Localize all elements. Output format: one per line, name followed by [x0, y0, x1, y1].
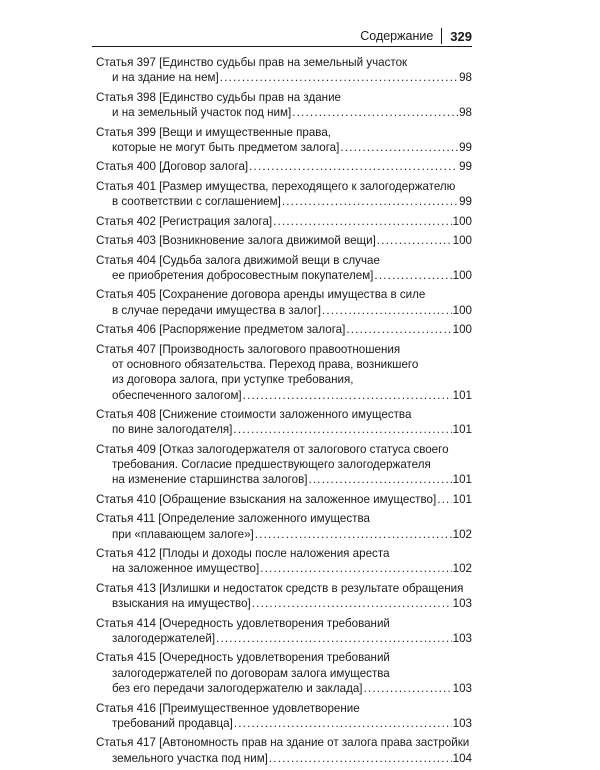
- toc-entry-last-line: [96, 105, 472, 120]
- toc-page-number: 101: [452, 473, 472, 487]
- toc-entry-text: на заложенное имущество]: [112, 562, 260, 576]
- dot-leader: [220, 70, 458, 85]
- toc-entry: [96, 287, 472, 318]
- toc-entry: [96, 179, 472, 210]
- header-rule: [92, 46, 472, 47]
- toc-entry-last-line: [96, 194, 472, 209]
- toc-entry-text: Статья 407 [Производность залогового правоотношения: [96, 342, 401, 356]
- toc-entry: [96, 735, 472, 766]
- toc-entry-last-line: [96, 751, 472, 766]
- toc-page-number: 103: [452, 631, 472, 645]
- toc-page-number: 103: [452, 597, 472, 611]
- toc-entry: [96, 125, 472, 156]
- toc-entry: [96, 253, 472, 284]
- toc-page-number: 100: [452, 268, 472, 282]
- dot-leader: [216, 631, 452, 646]
- toc-entry-text: из договора залога, при уступке требования,: [112, 373, 354, 387]
- dot-leader: [292, 105, 458, 120]
- dot-leader: [234, 716, 452, 731]
- toc-entry-text: Статья 403 [Возникновение залога движимой вещи]: [96, 234, 376, 248]
- toc-page-number: 98: [459, 106, 472, 120]
- toc-entry-text: Статья 414 [Очередность удовлетворения требований: [96, 616, 390, 630]
- toc-page-number: 99: [459, 140, 472, 154]
- toc-entry-text: и на здание на нем]: [112, 71, 219, 85]
- dot-leader: [273, 214, 452, 229]
- toc-entry: [96, 322, 472, 337]
- header-title: Содержание: [360, 29, 434, 43]
- toc-entry: [96, 701, 472, 732]
- toc-entry-last-line: [96, 631, 472, 646]
- toc-page-number: 98: [459, 71, 472, 85]
- toc-entry-text: Статья 404 [Судьба залога движимой вещи в случае: [96, 253, 380, 267]
- toc-entry-text: при «плавающем залоге»]: [112, 527, 254, 541]
- toc-entry-text: требований продавца]: [112, 716, 233, 730]
- toc-entry-last-line: [96, 527, 472, 542]
- toc-entry: [96, 581, 472, 612]
- dot-leader: [364, 681, 452, 696]
- toc-entry: [96, 407, 472, 438]
- toc-page-number: 101: [452, 423, 472, 437]
- toc-page-number: 102: [452, 527, 472, 541]
- toc-entry-last-line: [96, 214, 472, 229]
- toc-entry-text: Статья 406 [Распоряжение предметом залога]: [96, 323, 346, 337]
- toc-entry-text: взыскания на имущество]: [112, 597, 251, 611]
- dot-leader: [252, 596, 452, 611]
- toc-entry-text: в соответствии с соглашением]: [112, 195, 281, 209]
- toc-entry: [96, 546, 472, 577]
- toc-entry-text: ее приобретения добросовестным покупателем]: [112, 268, 374, 282]
- toc-entry-text: залогодержателей по договорам залога имущества: [112, 666, 390, 680]
- toc-entry-last-line: [96, 561, 472, 576]
- toc-entry-last-line: [96, 681, 472, 696]
- toc-entry-text: в случае передачи имущества в залог]: [112, 303, 321, 317]
- dot-leader: [308, 472, 451, 487]
- toc-entry-text: на изменение старшинства залогов]: [112, 473, 308, 487]
- toc-entry-last-line: [96, 472, 472, 487]
- toc-entry-text: без его передачи залогодержателю и заклада]: [112, 682, 363, 696]
- toc-entry: [96, 511, 472, 542]
- dot-leader: [340, 140, 458, 155]
- toc-entry-text: Статья 409 [Отказ залогодержателя от залогового статуса своего: [96, 442, 449, 456]
- dot-leader: [255, 527, 452, 542]
- dot-leader: [374, 268, 451, 283]
- toc-page-number: 100: [452, 234, 472, 248]
- toc-entry-last-line: [96, 492, 472, 507]
- toc-page-number: 100: [452, 323, 472, 337]
- toc-entry-text: и на земельный участок под ним]: [112, 106, 292, 120]
- toc-page-number: 101: [452, 492, 472, 506]
- toc-entry-text: Статья 402 [Регистрация залога]: [96, 214, 273, 228]
- dot-leader: [243, 388, 452, 403]
- dot-leader: [233, 422, 451, 437]
- toc-entry-text: которые не могут быть предметом залога]: [112, 140, 340, 154]
- toc-page-number: 99: [459, 160, 472, 174]
- toc-entry-text: Статья 398 [Единство судьбы прав на здание: [96, 90, 341, 104]
- toc-entry-text: по вине залогодателя]: [112, 423, 233, 437]
- toc-entry-last-line: [96, 70, 472, 85]
- toc-page-number: 104: [452, 751, 472, 765]
- toc-entry-last-line: [96, 422, 472, 437]
- toc-entry-text: Статья 397 [Единство судьбы прав на земельный участок: [96, 56, 408, 69]
- toc-entry: [96, 492, 472, 507]
- toc-entry: [96, 90, 472, 121]
- toc-entry: [96, 616, 472, 647]
- toc-entry: [96, 214, 472, 229]
- dot-leader: [346, 322, 451, 337]
- header-separator: [441, 28, 442, 44]
- toc-page-number: 103: [452, 682, 472, 696]
- dot-leader: [249, 159, 458, 174]
- dot-leader: [260, 561, 451, 576]
- toc-page-number: 102: [452, 562, 472, 576]
- toc-entry-text: Статья 408 [Снижение стоимости заложенного имущества: [96, 408, 412, 421]
- toc-entry-last-line: [96, 596, 472, 611]
- toc-entry-last-line: [96, 140, 472, 155]
- toc-entry-text: от основного обязательства. Переход права, возникшего: [112, 357, 419, 371]
- dot-leader: [437, 492, 451, 507]
- toc-entry-text: Статья 417 [Автономность прав на здание от залога права застройки: [96, 736, 470, 750]
- toc-entry-last-line: [96, 388, 472, 403]
- toc-entry-text: залогодержателей]: [112, 631, 216, 645]
- toc-entry-text: Статья 413 [Излишки и недостаток средств в результате обращения: [96, 581, 464, 595]
- toc-entry: [96, 159, 472, 174]
- toc-entry-last-line: [96, 322, 472, 337]
- toc-entry-text: обеспеченного залогом]: [112, 388, 242, 402]
- page-number: 329: [450, 28, 472, 44]
- toc-entry-text: Статья 399 [Вещи и имущественные права,: [96, 125, 331, 139]
- toc-entry: [96, 442, 472, 488]
- dot-leader: [282, 194, 458, 209]
- toc-entry: [96, 233, 472, 248]
- toc-entry-text: Статья 400 [Договор залога]: [96, 160, 249, 174]
- dot-leader: [377, 233, 452, 248]
- toc-entry-text: требования. Согласие предшествующего залогодержателя: [112, 458, 431, 472]
- toc-page-number: 99: [459, 195, 472, 209]
- toc-page-number: 101: [452, 388, 472, 402]
- toc-entry-text: Статья 412 [Плоды и доходы после наложения ареста: [96, 547, 390, 561]
- toc-entry: [96, 650, 472, 696]
- toc-entry-text: Статья 411 [Определение заложенного имущества: [96, 512, 370, 526]
- toc-entry-text: Статья 416 [Преимущественное удовлетворение: [96, 701, 360, 715]
- toc-entry-last-line: [96, 303, 472, 318]
- toc-page-number: 100: [452, 303, 472, 317]
- dot-leader: [269, 751, 452, 766]
- running-header: [360, 28, 472, 44]
- toc-entry-text: Статья 410 [Обращение взыскания на заложенное имущество]: [96, 492, 437, 506]
- toc-entry-text: земельного участка под ним]: [112, 751, 268, 765]
- toc-entry-last-line: [96, 159, 472, 174]
- table-of-contents: [96, 55, 472, 770]
- dot-leader: [322, 303, 452, 318]
- toc-entry-text: Статья 405 [Сохранение договора аренды имущества в силе: [96, 288, 426, 302]
- toc-entry-last-line: [96, 233, 472, 248]
- toc-entry-last-line: [96, 716, 472, 731]
- toc-entry-text: Статья 401 [Размер имущества, переходящего к залогодержателю: [96, 179, 456, 193]
- toc-page-number: 100: [452, 214, 472, 228]
- toc-entry: [96, 55, 472, 86]
- toc-page-number: 103: [452, 716, 472, 730]
- toc-entry: [96, 342, 472, 403]
- toc-entry-text: Статья 415 [Очередность удовлетворения требований: [96, 651, 390, 665]
- toc-entry-last-line: [96, 268, 472, 283]
